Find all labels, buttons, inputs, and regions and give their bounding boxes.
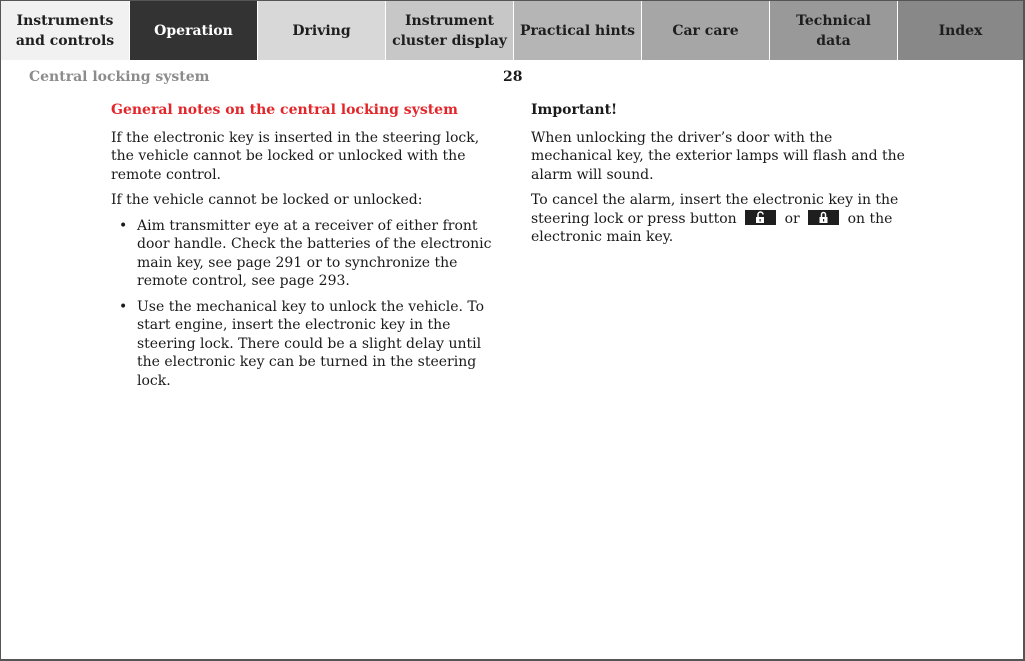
tab-label: cluster display [392, 32, 507, 49]
lock-icon [808, 210, 839, 225]
tab-label: data [816, 32, 851, 49]
section-heading: General notes on the central locking system [111, 102, 458, 118]
list-item [111, 217, 496, 291]
paragraph: If the vehicle cannot be locked or unlocked: [111, 192, 423, 208]
tab-instrument-cluster-display[interactable] [386, 1, 514, 60]
tab-label: Instruments [16, 12, 114, 29]
tab-driving[interactable] [258, 1, 386, 60]
tab-car-care[interactable] [642, 1, 770, 60]
paragraph-text: or [784, 210, 800, 227]
paragraph-text: on the electronic main key. [531, 210, 893, 245]
tab-label: Car care [672, 22, 739, 39]
tab-index[interactable] [898, 1, 1023, 60]
tab-label: Operation [154, 22, 233, 39]
important-heading: Important! [531, 102, 618, 118]
tab-practical-hints[interactable] [514, 1, 642, 60]
paragraph [531, 191, 911, 247]
section-title: Central locking system [29, 69, 210, 85]
right-column [531, 101, 911, 254]
tab-instruments-and-controls[interactable] [1, 1, 130, 60]
tab-label: Practical hints [519, 22, 636, 39]
page-number: 28 [503, 69, 523, 85]
left-column [111, 101, 496, 397]
section-tabs [1, 1, 1023, 60]
bullet: • [119, 217, 128, 234]
paragraph: If the electronic key is inserted in the steering lock, the vehicle cannot be locked or unlocked with the remote control. [111, 129, 480, 183]
tab-label: Instrument [405, 12, 494, 29]
list-item-text: Aim transmitter eye at a receiver of either front door handle. Check the batteries of the electronic main key, see page 291 or to synchronize the remote control, see page 293. [137, 217, 492, 289]
tab-technical-data[interactable] [770, 1, 898, 60]
list-item-text: Use the mechanical key to unlock the vehicle. To start engine, insert the electronic key in the steering lock. There could be a slight delay until the electronic key can be turned in the steering lock. [137, 298, 485, 389]
tab-label: Index [938, 22, 983, 39]
tab-label: and controls [15, 32, 115, 49]
tab-label: Driving [292, 22, 351, 39]
unlock-icon [745, 210, 776, 225]
paragraph: When unlocking the driver’s door with the mechanical key, the exterior lamps will flash and the alarm will sound. [531, 129, 905, 183]
tab-label: Technical [796, 12, 871, 29]
bullet-list [111, 217, 496, 391]
bullet: • [119, 298, 128, 315]
paragraph-text: To cancel the alarm, insert the electronic key in the steering lock or press button [531, 192, 899, 227]
tab-operation[interactable] [130, 1, 258, 60]
list-item [111, 298, 496, 391]
